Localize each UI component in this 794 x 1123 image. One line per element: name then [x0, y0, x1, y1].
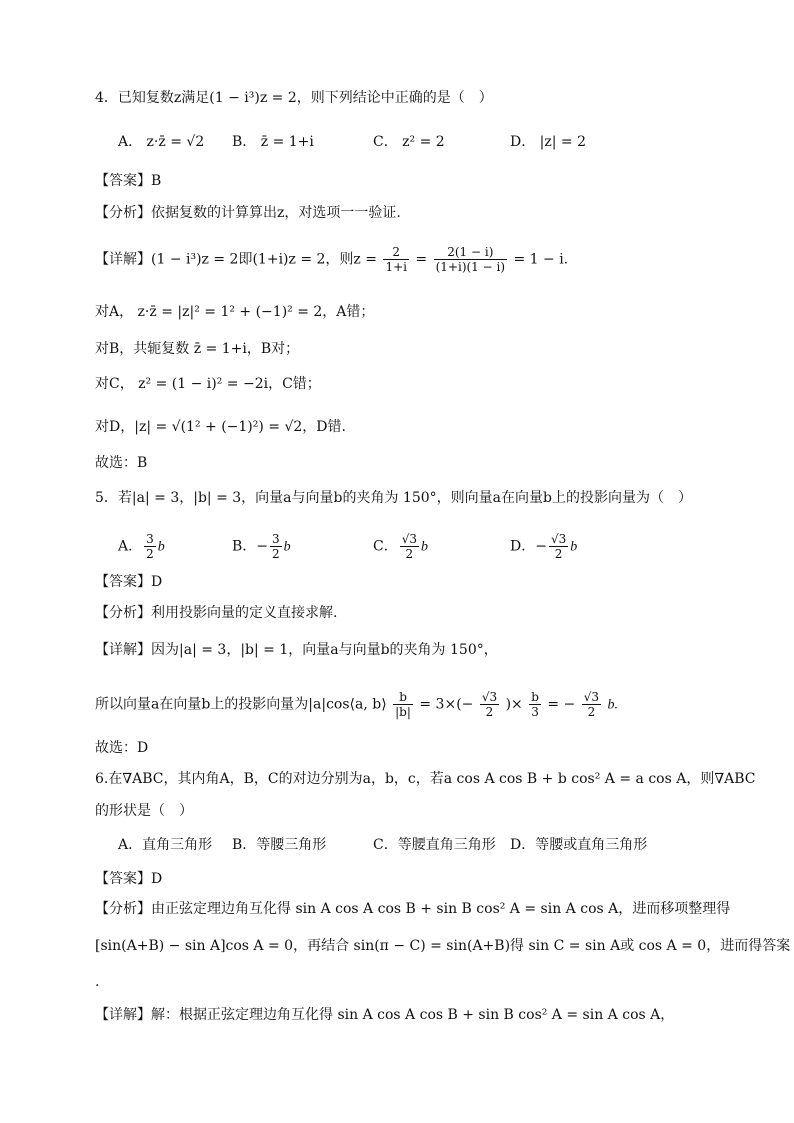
answer-label: 【答案】: [95, 173, 151, 189]
vector-symbol: b: [570, 539, 578, 555]
fraction: [144, 532, 156, 561]
q4-option-d: D． |z| = 2: [510, 134, 587, 150]
q4-option-b: B． z̄ = 1+i: [232, 134, 314, 150]
q5-answer: [95, 572, 162, 592]
q4-option-c: C． z² = 2: [373, 134, 445, 150]
vector-symbol: b: [421, 539, 428, 555]
fraction-denominator: 2: [272, 547, 280, 561]
answer-value: D: [151, 871, 163, 887]
detail-text: (1 − i³)z = 2即(1+i)z = 2，则z =: [151, 251, 377, 268]
q6-answer: [95, 869, 162, 889]
fraction-denominator: 3: [531, 705, 539, 719]
fraction-numerator: b: [531, 690, 539, 704]
detail-text: )×: [505, 696, 523, 713]
q5-option-c: [373, 532, 428, 561]
q6-stem-line-2: 的形状是（ ）: [95, 803, 193, 819]
detail-text: = 3×(−: [419, 696, 474, 713]
fraction-denominator: |b|: [395, 705, 411, 719]
fraction-denominator: 2: [405, 547, 414, 561]
answer-label: 【答案】: [95, 871, 151, 887]
q5-option-d: [510, 532, 577, 561]
fraction: [270, 532, 282, 561]
option-letter: B．: [232, 538, 257, 555]
answer-label: 【答案】: [95, 574, 151, 590]
q6-option-c: C．等腰直角三角形: [373, 837, 496, 853]
fraction: [582, 690, 601, 719]
fraction-denominator: (1+i)(1 − i): [435, 260, 506, 274]
detail-text: = −: [547, 696, 576, 713]
detail-label: 【详解】: [95, 251, 151, 268]
fraction-denominator: 1+i: [385, 260, 407, 274]
q5-detail: [95, 640, 498, 660]
fraction-denominator: 2: [146, 547, 154, 561]
q5-stem: 5．若|a| = 3，|b| = 3，向量a与向量b的夹角为 150°，则向量a在向量b上的投影向量为（ ）: [95, 490, 692, 506]
fraction: [480, 690, 499, 719]
fraction: [549, 532, 568, 561]
q4-conclusion: 故选：B: [95, 455, 148, 471]
option-letter: A．: [118, 538, 143, 555]
q5-detail-2: [95, 690, 618, 719]
analysis-text: 利用投影向量的定义直接求解.: [151, 605, 338, 621]
q4-option-a: A． z·z̄ = √2: [118, 134, 205, 150]
fraction-numerator: b: [393, 690, 413, 705]
detail-text: 解：根据正弦定理边角互化得 sin A cos A cos B + sin B cos² A = sin A cos A，: [151, 1007, 675, 1023]
q4-check-c: 对C， z² = (1 − i)² = −2i，C错；: [95, 376, 321, 392]
equals-sign: =: [415, 251, 428, 268]
detail-result: = 1 − i.: [513, 251, 569, 268]
fraction-denominator: 2: [485, 705, 494, 719]
fraction-numerator: √3: [401, 532, 417, 546]
analysis-text: 依据复数的计算算出z，对选项一一验证.: [151, 205, 401, 221]
q6-detail: [95, 1005, 674, 1025]
analysis-label: 【分析】: [95, 901, 151, 917]
fraction-numerator: 3: [272, 532, 280, 546]
fraction: [393, 690, 413, 719]
answer-value: D: [151, 574, 163, 590]
fraction-numerator: √3: [583, 690, 600, 704]
fraction-denominator: 2: [587, 705, 596, 719]
vector-symbol: b: [157, 539, 165, 555]
q4-analysis: [95, 203, 401, 223]
fraction-numerator: 2: [383, 245, 409, 260]
q4-check-b: 对B，共轭复数 z̄ = 1+i，B对；: [95, 341, 300, 357]
option-letter: C．: [373, 538, 398, 555]
q6-option-a: A．直角三角形: [118, 837, 213, 853]
answer-value: B: [151, 173, 162, 189]
fraction-numerator: √3: [481, 690, 498, 704]
q5-option-b: [232, 532, 291, 561]
q5-conclusion: 故选：D: [95, 740, 149, 756]
detail-text: 因为|a| = 3，|b| = 1，向量a与向量b的夹角为 150°，: [151, 642, 498, 658]
q6-option-d: D．等腰或直角三角形: [510, 837, 648, 853]
option-letter: D．: [510, 538, 536, 555]
q4-check-a: 对A， z·z̄ = |z|² = 1² + (−1)² = 2，A错；: [95, 304, 375, 320]
q6-analysis-line-3: .: [95, 974, 100, 990]
analysis-text: 由正弦定理边角互化得 sin A cos A cos B + sin B cos² A = sin A cos A，进而移项整理得: [151, 901, 731, 917]
fraction: [400, 532, 419, 561]
q6-analysis: [95, 899, 730, 919]
detail-label: 【详解】: [95, 1007, 151, 1023]
analysis-label: 【分析】: [95, 205, 151, 221]
q6-option-b: B．等腰三角形: [232, 837, 327, 853]
option-sign: −: [256, 538, 269, 555]
detail-result: b.: [607, 697, 618, 713]
fraction: [529, 690, 541, 719]
q5-option-a: [118, 532, 165, 561]
fraction-denominator: 2: [554, 547, 563, 561]
q4-answer: [95, 171, 161, 191]
analysis-label: 【分析】: [95, 605, 151, 621]
q4-detail: [95, 245, 568, 274]
option-sign: −: [535, 538, 547, 555]
detail-label: 【详解】: [95, 642, 151, 658]
fraction-numerator: 3: [146, 532, 154, 546]
q5-analysis: [95, 603, 337, 623]
q4-stem: 4．已知复数z满足(1 − i³)z = 2，则下列结论中正确的是（ ）: [95, 90, 493, 106]
fraction-numerator: √3: [550, 532, 567, 546]
q4-check-d: 对D，|z| = √(1² + (−1)²) = √2，D错.: [95, 419, 346, 435]
fraction: [434, 245, 507, 274]
q6-stem-line-1: 6.在∇ABC，其内角A，B，C的对边分别为a，b，c，若a cos A cos B + b cos² A = a cos A，则∇ABC: [95, 771, 756, 787]
q6-analysis-line-2: [sin(A+B) − sin A]cos A = 0，再结合 sin(π − C) = sin(A+B)得 sin C = sin A或 cos A = 0，进而得答案: [95, 938, 791, 954]
fraction-numerator: 2(1 − i): [434, 245, 507, 260]
vector-symbol: b: [283, 539, 291, 555]
fraction: [383, 245, 409, 274]
detail-text: 所以向量a在向量b上的投影向量为|a|cos⟨a, b⟩: [95, 696, 387, 713]
